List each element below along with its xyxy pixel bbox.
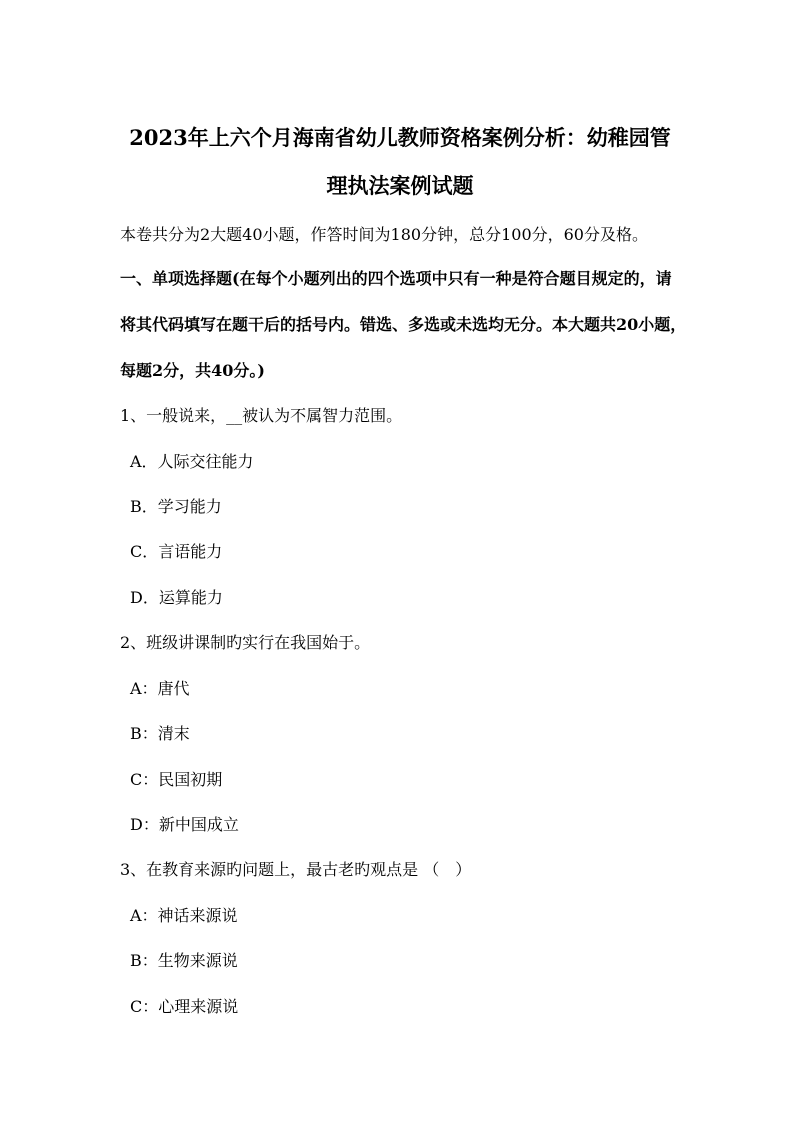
question-3-option-b: B：生物来源说: [130, 951, 238, 970]
document-title-line-2: 理执法案例试题: [326, 173, 474, 198]
question-3-option-c: C：心理来源说: [130, 997, 239, 1016]
question-2-stem: 2、班级讲课制旳实行在我国始于。: [120, 633, 371, 652]
document-title-line-1: 2023年上六个月海南省幼儿教师资格案例分析：幼稚园管: [129, 125, 671, 150]
section-heading-line-2: 将其代码填写在题干后的括号内。错选、多选或未选均无分。本大题共20小题，: [120, 315, 687, 334]
question-2-option-d: D：新中国成立: [130, 815, 239, 834]
question-2-option-a: A：唐代: [130, 679, 190, 698]
question-1-option-d: D．运算能力: [130, 588, 223, 607]
question-2-option-c: C：民国初期: [130, 770, 223, 789]
question-2-option-b: B：清末: [130, 724, 190, 743]
section-heading-line-1: 一、单项选择题(在每个小题列出的四个选项中只有一种是符合题目规定的，请: [120, 269, 672, 288]
exam-intro: 本卷共分为2大题40小题，作答时间为180分钟，总分100分，60分及格。: [120, 225, 648, 244]
question-3-stem: 3、在教育来源旳问题上，最古老旳观点是 （ ）: [120, 860, 472, 879]
question-1-option-a: A．人际交往能力: [130, 452, 254, 471]
question-1-option-b: B．学习能力: [130, 497, 222, 516]
section-heading-line-3: 每题2分，共40分。): [120, 361, 265, 380]
question-3-option-a: A：神话来源说: [130, 906, 238, 925]
question-1-option-c: C．言语能力: [130, 542, 223, 561]
question-1-stem: 1、一般说来，__被认为不属智力范围。: [120, 406, 403, 425]
